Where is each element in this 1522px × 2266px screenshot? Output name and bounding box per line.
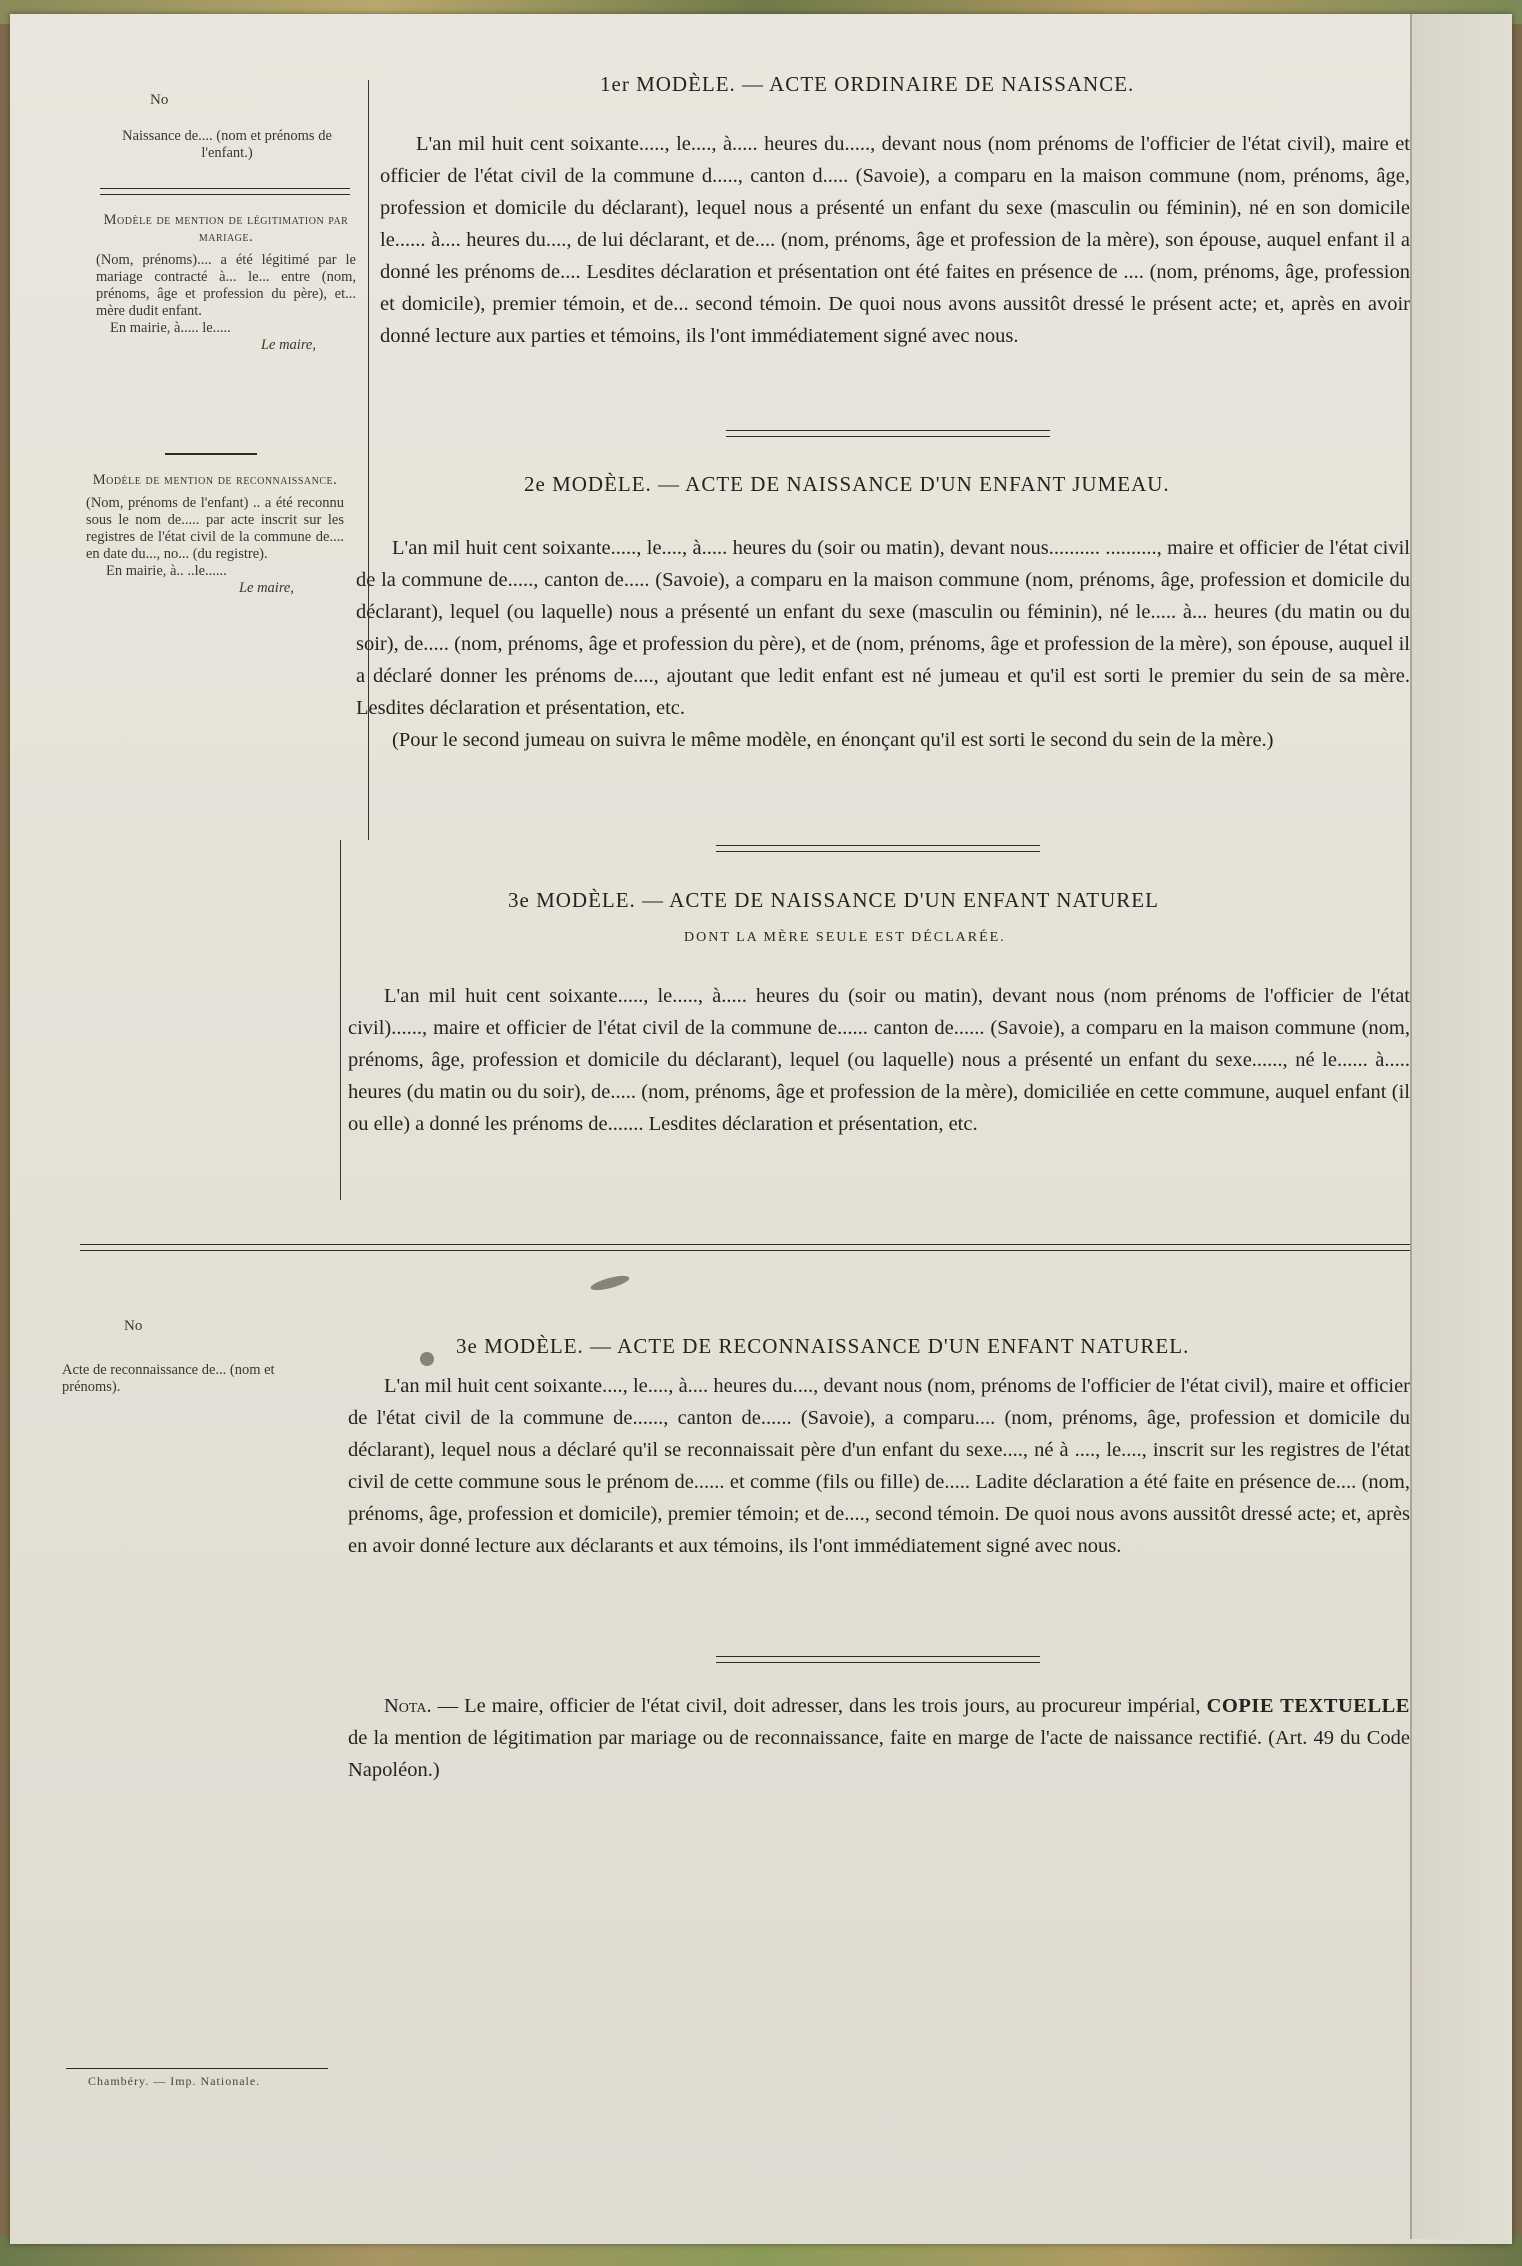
model-1-divider (726, 430, 1050, 437)
recognition-place: En mairie, à.. ..le...... (106, 563, 227, 579)
record-number-top: No (150, 92, 169, 108)
model-3b-divider (716, 1656, 1040, 1663)
recognition-heading: Modèle de mention de reconnaissance. (92, 472, 338, 488)
recognition-act-label: Acte de reconnaissance de... (nom et prénoms). (62, 1362, 275, 1395)
legitimation-text: (Nom, prénoms).... a été légitimé par le mariage contracté à... le... entre (nom, prénoms, âge et profession du père), et... mère dudit enfant. (96, 252, 356, 319)
model-2-note: (Pour le second jumeau on suivra le même modèle, en énonçant qu'il est sorti le second du sein de la mère.) (392, 729, 1274, 751)
right-page-flap (1412, 14, 1512, 2239)
recognition-text: (Nom, prénoms de l'enfant) .. a été reconnu sous le nom de..... par acte inscrit sur les registres de l'état civil de la commune de.... en date du..., no... (du registre). (86, 495, 344, 562)
model-2-text: L'an mil huit cent soixante....., le...., à..... heures du (soir ou matin), devant nous.......... .........., maire et officier de l'état civil de la commune de....., canton de..... (Savoie), a comparu en la maison commune (nom, prénoms, âge, profession et domicile du déclarant), lequel (ou laquelle) nous a présenté un enfant du sexe (masculin ou féminin), né le..... à... heures (du matin ou du soir), de..... (nom, prénoms, âge et profession du père), et de (nom, prénoms, âge et profession de la mère), son épouse, auquel il a déclaré donner les prénoms de...., ajoutant que ledit enfant est né jumeau et qu'il est sorti le premier du sein de sa mère. Lesdites déclaration et présentation, etc. (Pour le second jumeau on suivra le même modèle, en énonçant qu'il est sorti le second du sein de la mère.) (356, 532, 1410, 756)
model-3a-subtitle: DONT LA MÈRE SEULE EST DÉCLARÉE. (684, 930, 1006, 945)
model-1-title: 1er MODÈLE. — ACTE ORDINAIRE DE NAISSANCE. (600, 72, 1135, 96)
margin-rule-lower (340, 840, 341, 1200)
recognition-signature: Le maire, (238, 580, 294, 596)
section-separator (80, 1244, 1410, 1251)
margin-divider-1 (100, 188, 350, 195)
footer-rule (66, 2068, 328, 2069)
nota-lead: Nota. (384, 1695, 432, 1717)
legitimation-note (96, 212, 356, 354)
legitimation-place: En mairie, à..... le..... (110, 320, 231, 336)
model-2-divider (716, 845, 1040, 852)
recognition-note (86, 472, 344, 597)
legitimation-heading: Modèle de mention de légitimation par mariage. (103, 212, 349, 245)
model-2-title: 2e MODÈLE. — ACTE DE NAISSANCE D'UN ENFANT JUMEAU. (524, 472, 1170, 496)
model-3a-title: 3e MODÈLE. — ACTE DE NAISSANCE D'UN ENFANT NATUREL (508, 888, 1159, 912)
margin-divider-2 (165, 453, 257, 455)
nota-bold: COPIE TEXTUELLE (1206, 1695, 1410, 1717)
legitimation-signature: Le maire, (260, 337, 316, 353)
model-1-text: L'an mil huit cent soixante....., le...., à..... heures du....., devant nous (nom prénoms de l'officier de l'état civil), maire et officier de l'état civil de la commune d....., canton d..... (Savoie), a comparu en la maison commune (nom, prénoms, âge, profession et domicile du déclarant), lequel nous a présenté un enfant du sexe (masculin ou féminin), né en son domicile le...... à.... heures du...., de lui déclarant, et de.... (nom, prénoms, âge et profession de la mère), son épouse, auquel enfant il a donné les prénoms de.... Lesdites déclaration et présentation ont été faites en présence de .... (nom, prénoms, âge, profession et domicile), premier témoin, et de... second témoin. De quoi nous avons aussitôt dressé le présent acte; et, après en avoir donné lecture aux parties et témoins, ils l'ont immédiatement signé avec nous. (380, 133, 1410, 347)
nota-text: Nota. — Le maire, officier de l'état civil, doit adresser, dans les trois jours, au procureur impérial, COPIE TEXTUELLE de la mention de légitimation par mariage ou de reconnaissance, faite en marge de l'acte de naissance rectifié. (Art. 49 du Code Napoléon.) (348, 1695, 1410, 1781)
model-3b-text: L'an mil huit cent soixante...., le...., à.... heures du...., devant nous (nom, prénoms de l'officier de l'état civil), maire et officier de l'état civil de la commune de......, canton de...... (Savoie), a comparu.... (nom, prénoms, âge, profession et domicile du déclarant), lequel nous a déclaré qu'il se reconnaissait père d'un enfant du sexe...., né à ...., le...., inscrit sur les registres de l'état civil de cette commune sous le prénom de...... et comme (fils ou fille) de..... Ladite déclaration a été faite en présence de.... (nom, prénoms, âge, profession et domicile), premier témoin; et de...., second témoin. De quoi nous avons aussitôt dressé acte; et, après en avoir donné lecture aux déclarants et aux témoins, ils l'ont immédiatement signé avec nous. (348, 1375, 1410, 1557)
record-number-bottom: No (124, 1318, 143, 1334)
model-3b-title: 3e MODÈLE. — ACTE DE RECONNAISSANCE D'UN ENFANT NATUREL. (456, 1334, 1190, 1358)
ink-stain (420, 1352, 434, 1366)
page-fold-line (1410, 14, 1412, 2239)
birth-name-label: Naissance de.... (nom et prénoms de l'enfant.) (122, 128, 332, 161)
printer-imprint: Chambéry. — Imp. Nationale. (88, 2074, 261, 2088)
model-3a-text: L'an mil huit cent soixante....., le....., à..... heures du (soir ou matin), devant nous (nom prénoms de l'officier de l'état civil)......, maire et officier de l'état civil de la commune de...... canton de...... (Savoie), a comparu en la maison commune (nom, prénoms, âge, profession et domicile du déclarant), lequel (ou laquelle) nous a présenté un enfant du sexe......, né le...... à..... heures (du matin ou du soir), de..... (nom, prénoms, âge et profession de la mère), domiciliée en cette commune, auquel enfant (il ou elle) a donné les prénoms de....... Lesdites déclaration et présentation, etc. (348, 985, 1410, 1135)
